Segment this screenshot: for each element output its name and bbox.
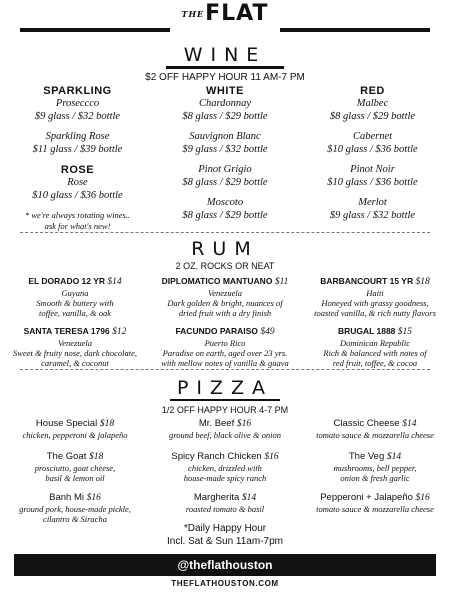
pizza-item: Margherita $14 roasted tomato & basil <box>185 491 265 514</box>
rum-title: RUM <box>191 238 259 260</box>
wine-item: Pinot Grigio $8 glass / $29 bottle <box>182 164 268 188</box>
rum-item: BRUGAL 1888 $15 Dominican Republic Rich & balanced with notes of red fruit, toffee, & cocoa <box>323 326 427 368</box>
wine-title-underline <box>166 66 284 69</box>
pizza-title: PIZZA <box>176 377 274 399</box>
pizza-column-right <box>302 418 448 522</box>
wine-title: WINE <box>183 44 267 66</box>
rum-item: DIPLOMATICO MANTUANO $11 Venezuela Dark golden & bright, nuances of dried fruit with a dry finish <box>161 276 289 318</box>
wine-subtitle: $2 OFF HAPPY HOUR 11 AM-7 PM <box>145 72 305 83</box>
pizza-item: House Special $18 chicken, pepperoni & jalapeño <box>22 418 128 440</box>
website-url: THEFLATHOUSTON.COM <box>171 579 279 588</box>
rum-item: SANTA TERESA 1796 $12 Venezuela Sweet & fruity nose, dark chocolate, caramel, & coconut <box>13 326 137 368</box>
section-divider <box>20 232 430 233</box>
pizza-item: The Veg $14 mushrooms, bell pepper, onion & fresh garlic <box>333 450 417 483</box>
daily-happy-hour: *Daily Happy Hour Incl. Sat & Sun 11am-7pm <box>167 523 283 547</box>
wine-item: Sparkling Rose $11 glass / $39 bottle <box>32 131 123 155</box>
logo-prefix: THE <box>181 9 205 19</box>
header-rule-right <box>280 28 430 32</box>
sparkling-heading: SPARKLING <box>43 85 112 97</box>
rum-subtitle: 2 OZ. ROCKS OR NEAT <box>175 261 275 271</box>
wine-item: Pinot Noir $10 glass / $36 bottle <box>327 164 418 188</box>
wine-item: Proseccco $9 glass / $32 bottle <box>34 98 121 122</box>
rum-item: FACUNDO PARAISO $49 Puerto Rico Paradise on earth, aged over 23 yrs. with mellow notes of vanilla & guava <box>161 326 289 368</box>
section-divider <box>20 369 430 370</box>
pizza-item: Classic Cheese $14 tomato sauce & mozzarella cheese <box>316 418 434 440</box>
rum-item: BARBANCOURT 15 YR $18 Haiti Honeyed with grassy goodness, toasted vanilla, & rich nutty flavors <box>314 276 436 318</box>
logo-text: FLAT <box>205 1 269 26</box>
red-column <box>305 85 440 230</box>
pizza-item: Spicy Ranch Chicken $16 chicken, drizzled with house-made spicy ranch <box>171 450 279 483</box>
red-heading: RED <box>360 85 385 97</box>
pizza-subtitle: 1/2 OFF HAPPY HOUR 4-7 PM <box>161 405 289 415</box>
pizza-item: The Goat $18 prosciutto, goat cheese, basil & lemon oil <box>34 450 116 483</box>
rum-column-right <box>302 276 448 376</box>
wine-item: Malbec $8 glass / $29 bottle <box>329 98 416 122</box>
wine-item: Rose $10 glass / $36 bottle <box>32 177 123 201</box>
pizza-item: Pepperoni + Jalapeño $16 tomato sauce & mozzarella cheese <box>316 491 434 514</box>
pizza-item: Banh Mi $16 ground pork, house-made pickle, cilantro & Siracha <box>19 491 131 524</box>
wine-item: Cabernet $10 glass / $36 bottle <box>327 131 418 155</box>
rum-item: EL DORADO 12 YR $14 Guyana Smooth & buttery with toffee, vanilla, & oak <box>28 276 122 318</box>
pizza-column-middle <box>152 418 298 548</box>
white-heading: WHITE <box>206 85 244 97</box>
instagram-handle-bar: @theflathouston <box>14 554 436 576</box>
white-column <box>155 85 295 230</box>
rose-heading: ROSE <box>60 164 95 176</box>
rum-column-left <box>2 276 148 376</box>
header-rule-left <box>20 28 170 32</box>
rum-column-middle <box>150 276 300 376</box>
wine-item: Sauvignon Blanc $9 glass / $32 bottle <box>182 131 268 155</box>
wine-item: Merlot $9 glass / $32 bottle <box>329 197 416 221</box>
sparkling-column <box>10 85 145 231</box>
pizza-item: Mr. Beef $16 ground beef, black olive & onion <box>168 418 282 440</box>
logo <box>0 2 450 26</box>
wine-item: Chardonnay $8 glass / $29 bottle <box>182 98 268 122</box>
rotating-note: * we're always rotating wines.. ask for what's new! <box>24 210 131 231</box>
wine-item: Moscoto $8 glass / $29 bottle <box>182 197 268 221</box>
pizza-title-underline <box>170 399 280 401</box>
pizza-column-left <box>4 418 146 533</box>
